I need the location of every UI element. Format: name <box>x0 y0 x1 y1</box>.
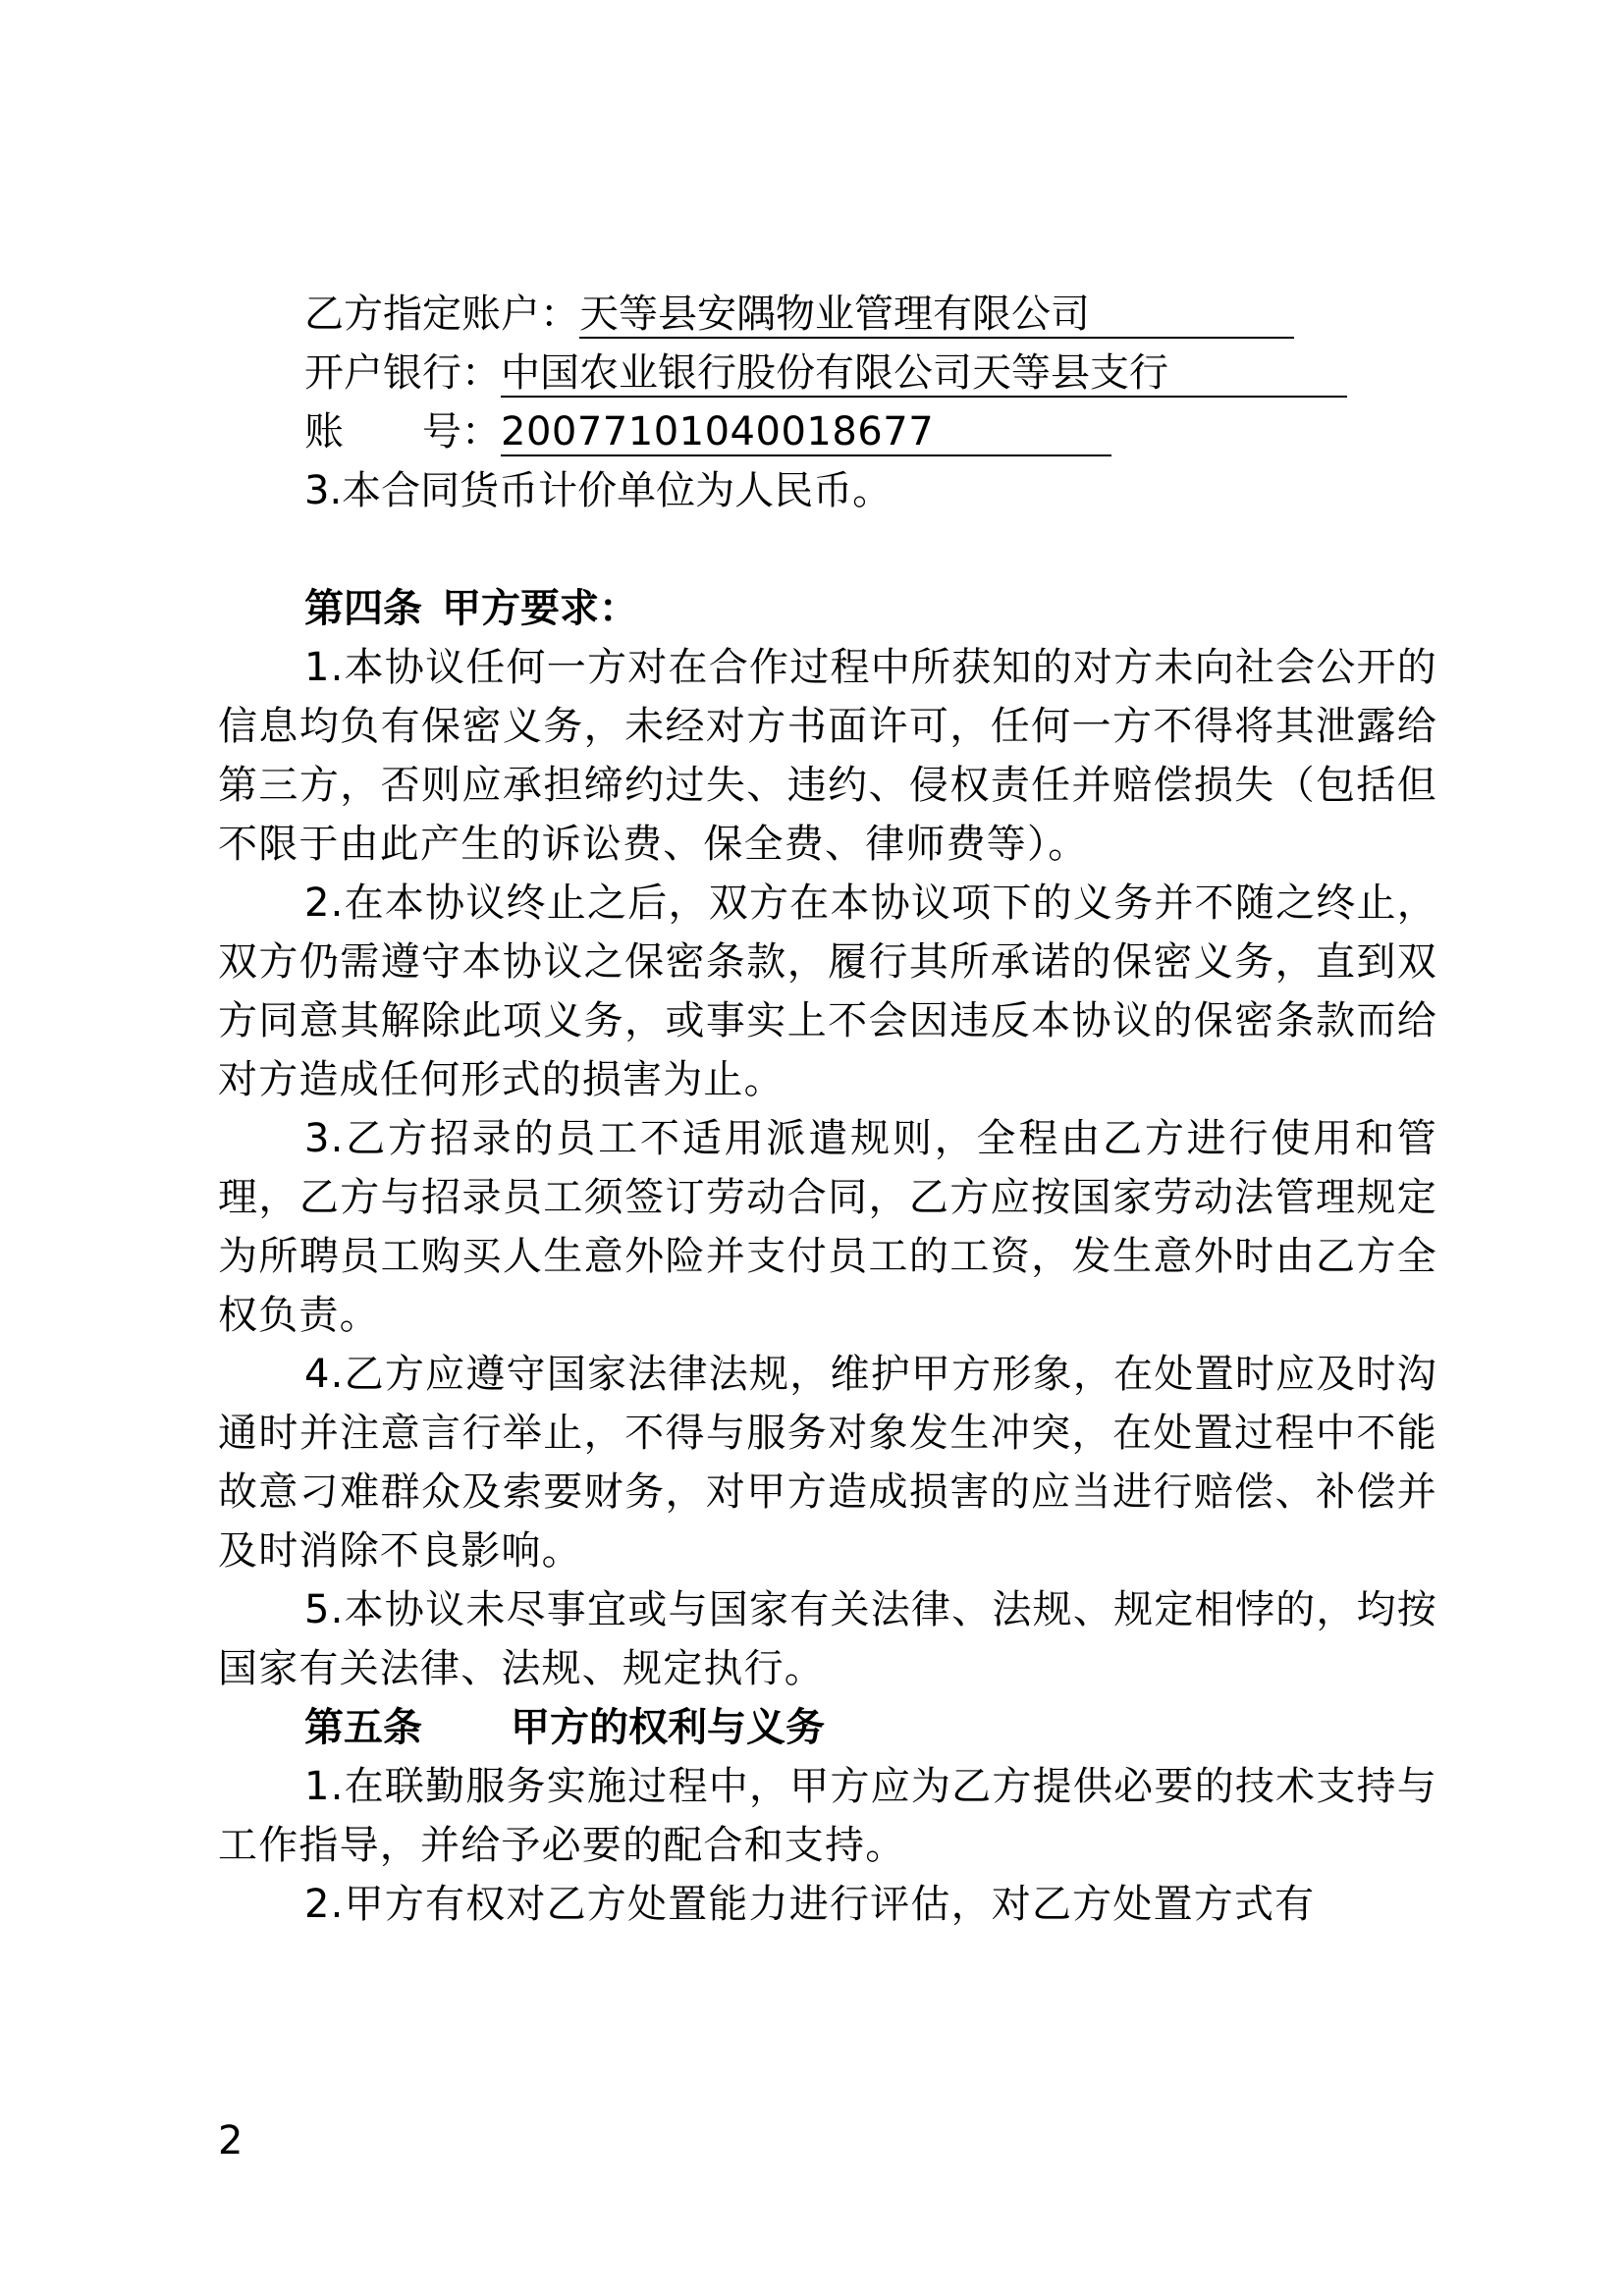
account-number-line <box>218 402 1437 461</box>
blank-line <box>218 520 1437 579</box>
article-4-title: 甲方要求： <box>442 586 638 631</box>
article-4-item-4: 4.乙方应遵守国家法律法规，维护甲方形象，在处置时应及时沟通时并注意言行举止，不得与服务对象发生冲突，在处置过程中不能故意刁难群众及索要财务，对甲方造成损害的应当进行赔偿、补偿并及时消除不良影响。 <box>218 1352 1437 1574</box>
account-number-label: 账 号： <box>304 409 501 454</box>
article-4-item-1: 1.本协议任何一方对在合作过程中所获知的对方未向社会公开的信息均负有保密义务，未经对方书面许可，任何一方不得将其泄露给第三方，否则应承担缔约过失、违约、侵权责任并赔偿损失（包括但不限于由此产生的诉讼费、保全费、律师费等）。 <box>218 645 1437 867</box>
article-4-number: 第四条 <box>304 586 422 631</box>
page-content <box>218 285 1437 1934</box>
page-number: 2 <box>218 2118 244 2163</box>
account-value: 天等县安隅物业管理有限公司 <box>579 292 1294 339</box>
article-5-item-1: 1.在联勤服务实施过程中，甲方应为乙方提供必要的技术支持与工作指导，并给予必要的配合和支持。 <box>218 1764 1437 1868</box>
article-4-item-5: 5.本协议未尽事宜或与国家有关法律、法规、规定相悖的，均按国家有关法律、法规、规定执行。 <box>218 1587 1437 1691</box>
article-5-title: 甲方的权利与义务 <box>511 1705 825 1750</box>
bank-label: 开户银行： <box>304 350 501 396</box>
article-5-item-2: 2.甲方有权对乙方处置能力进行评估，对乙方处置方式有 <box>304 1882 1316 1927</box>
article-4-heading <box>218 579 1437 638</box>
account-number-value: 20077101040018677 <box>501 409 1111 456</box>
account-label: 乙方指定账户： <box>304 292 579 337</box>
bank-line <box>218 344 1437 402</box>
article-4-item-2: 2.在本协议终止之后，双方在本协议项下的义务并不随之终止，双方仍需遵守本协议之保密条款，履行其所承诺的保密义务，直到双方同意其解除此项义务，或事实上不会因违反本协议的保密条款而给对方造成任何形式的损害为止。 <box>218 881 1437 1102</box>
currency-note: 3.本合同货币计价单位为人民币。 <box>304 468 893 513</box>
article-5-number: 第五条 <box>304 1705 422 1750</box>
account-line <box>218 285 1437 344</box>
article-5-heading <box>218 1698 1437 1757</box>
article-4-item-3: 3.乙方招录的员工不适用派遣规则，全程由乙方进行使用和管理，乙方与招录员工须签订劳动合同，乙方应按国家劳动法管理规定为所聘员工购买人生意外险并支付员工的工资，发生意外时由乙方全权负责。 <box>218 1116 1437 1338</box>
bank-value: 中国农业银行股份有限公司天等县支行 <box>501 350 1347 398</box>
